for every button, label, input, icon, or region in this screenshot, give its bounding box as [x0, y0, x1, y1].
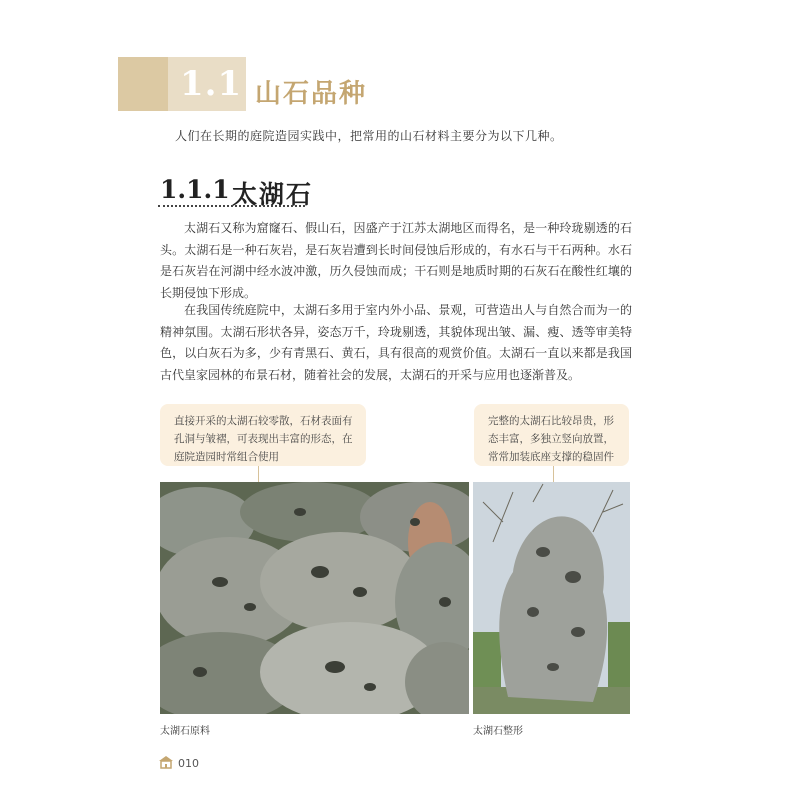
callout-shaped-stone: 完整的太湖石比较昂贵，形态丰富，多独立竖向放置，常常加装底座支撑的稳固件 [474, 404, 629, 466]
rock-pile-illustration [160, 482, 469, 714]
body-paragraph: 在我国传统庭院中，太湖石多用于室内外小品、景观，可营造出人与自然合而为一的精神氛围。太湖石形状各异，姿态万千，玲珑剔透，其貌体现出皱、漏、瘦、透等审美特色，以白灰石为多，少有青黑石、黄石，具有很高的观赏价值。太湖石一直以来都是我国古代皇家园林的布景石材，随着社会的发展，太湖石的开采与应用也逐渐普及。 [160, 303, 632, 382]
section-number: 1.1 [180, 64, 243, 104]
house-icon [158, 754, 174, 773]
subsection-number: 1.1.1 [160, 175, 230, 204]
intro-text: 人们在长期的庭院造园实践中，把常用的山石材料主要分为以下几种。 [175, 129, 563, 143]
body-paragraph: 太湖石又称为窟窿石、假山石，因盛产于江苏太湖地区而得名，是一种玲珑剔透的石头。太湖石是一种石灰岩，是石灰岩遭到长时间侵蚀后形成的，有水石与干石两种。水石是石灰岩在河湖中经水波冲激，历久侵蚀而成；干石则是地质时期的石灰石在酸性红壤的长期侵蚀下形成。 [160, 221, 632, 300]
section-header-tab [118, 57, 168, 111]
standing-stone-illustration [473, 482, 630, 714]
section-title: 山石品种 [255, 79, 368, 109]
photo-taihu-raw-stones [160, 482, 469, 714]
subsection-title: 太湖石 [232, 180, 314, 209]
photo-caption: 太湖石原料 [160, 726, 210, 737]
photo-caption: 太湖石整形 [473, 726, 523, 737]
page-number: 010 [178, 757, 199, 770]
photo-taihu-shaped-stone [473, 482, 630, 714]
subsection-underline [158, 205, 305, 207]
callout-raw-stone: 直接开采的太湖石较零散，石材表面有孔洞与皱褶，可表现出丰富的形态，在庭院造园时常组合使用 [160, 404, 366, 466]
